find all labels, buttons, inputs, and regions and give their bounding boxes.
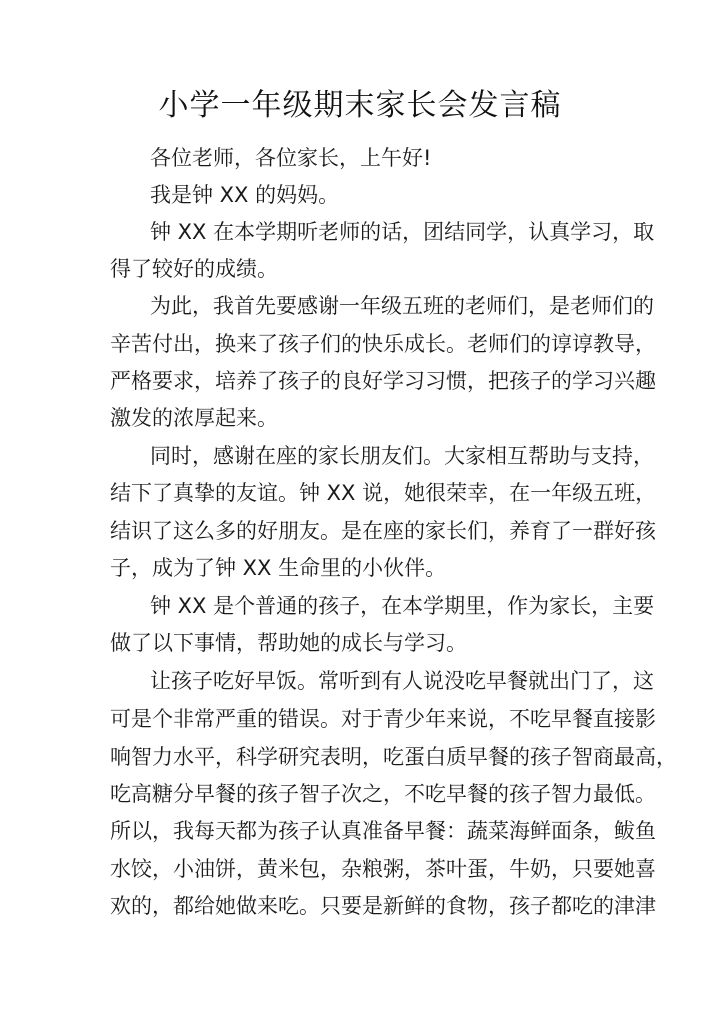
- paragraph-line: 所以，我每天都为孩子认真准备早餐：蔬菜海鲜面条，鲅鱼: [110, 819, 656, 843]
- paragraph-line: 得了较好的成绩。: [110, 257, 278, 281]
- paragraph-line: 结识了这么多的好朋友。是在座的家长们，养育了一群好孩: [110, 519, 656, 543]
- paragraph-line: 激发的浓厚起来。: [110, 406, 278, 430]
- paragraph-line: 做了以下事情，帮助她的成长与学习。: [110, 631, 467, 655]
- paragraph-line: 子，成为了钟 XX 生命里的小伙伴。: [110, 556, 447, 580]
- paragraph-line: 同时，感谢在座的家长朋友们。大家相互帮助与支持，: [150, 444, 654, 468]
- paragraph-line: 吃高糖分早餐的孩子智子次之，不吃早餐的孩子智力最低。: [110, 782, 656, 806]
- paragraph-line: 钟 XX 在本学期听老师的话，团结同学，认真学习，取: [150, 220, 655, 244]
- paragraph-line: 我是钟 XX 的妈妈。: [150, 183, 340, 207]
- paragraph-line: 辛苦付出，换来了孩子们的快乐成长。老师们的谆谆教导，: [110, 332, 656, 356]
- paragraph-line: 为此，我首先要感谢一年级五班的老师们，是老师们的: [150, 294, 654, 318]
- paragraph-line: 钟 XX 是个普通的孩子，在本学期里，作为家长，主要: [150, 594, 655, 618]
- paragraph-line: 严格要求，培养了孩子的良好学习习惯，把孩子的学习兴趣: [110, 369, 656, 393]
- paragraph-line: 结下了真挚的友谊。钟 XX 说，她很荣幸，在一年级五班，: [110, 481, 657, 505]
- document-title: 小学一年级期末家长会发言稿: [158, 88, 562, 123]
- paragraph-line: 可是个非常严重的错误。对于青少年来说，不吃早餐直接影: [110, 707, 656, 731]
- paragraph-line: 响智力水平，科学研究表明，吃蛋白质早餐的孩子智商最高，: [110, 745, 677, 769]
- paragraph-line: 水饺，小油饼，黄米包，杂粮粥，茶叶蛋，牛奶，只要她喜: [110, 857, 656, 881]
- paragraph-line: 欢的，都给她做来吃。只要是新鲜的食物，孩子都吃的津津: [110, 894, 656, 918]
- paragraph-line: 各位老师，各位家长，上午好!: [150, 146, 432, 170]
- paragraph-line: 让孩子吃好早饭。常听到有人说没吃早餐就出门了，这: [150, 669, 654, 693]
